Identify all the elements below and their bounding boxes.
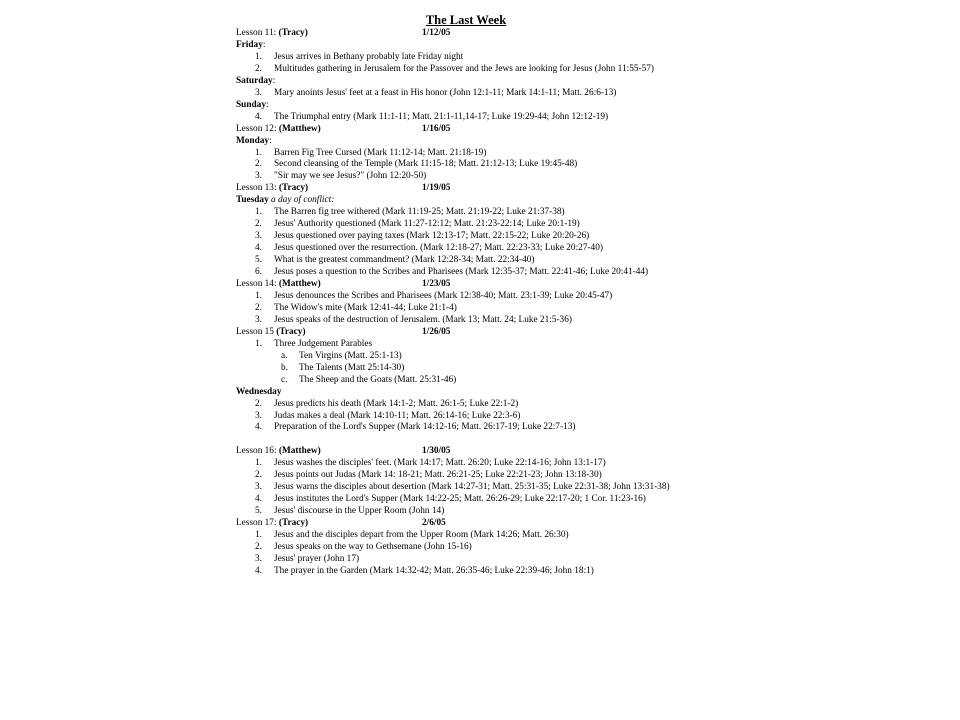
blank-line <box>236 434 696 446</box>
list-text: Jesus' Authority questioned (Mark 11:27-12:12; Matt. 21:23-22:14; Luke 20:1-19) <box>274 219 580 230</box>
list-number: 2. <box>255 63 262 74</box>
list-item <box>236 494 696 506</box>
day-colon: : <box>265 99 269 110</box>
day-heading <box>236 195 696 207</box>
list-number: 4. <box>255 565 262 576</box>
list-number: 1. <box>255 147 262 158</box>
lesson-teacher: (Tracy) <box>276 326 306 337</box>
lesson-header <box>236 183 696 195</box>
list-text: Barren Fig Tree Cursed (Mark 11:12-14; Matt. 21:18-19) <box>274 147 487 158</box>
lesson-date: 1/23/05 <box>422 279 451 290</box>
list-number: 3. <box>255 87 262 98</box>
list-text: Jesus washes the disciples' feet. (Mark 14:17; Matt. 26:20; Luke 22:14-16; John 13:1-17) <box>274 458 606 469</box>
day-label: Tuesday <box>236 195 269 206</box>
list-item <box>236 64 696 76</box>
list-text: Jesus' prayer (John 17) <box>274 553 360 564</box>
list-item <box>236 171 696 183</box>
lesson-teacher: (Tracy) <box>278 518 309 529</box>
lesson-label: Lesson 13: <box>236 183 277 194</box>
day-heading <box>236 100 696 112</box>
list-number: 2. <box>255 159 262 170</box>
lesson-label: Lesson 16: <box>236 446 277 457</box>
list-text: Jesus questioned over paying taxes (Mark 12:13-17; Matt. 22:15-22; Luke 20:20-26) <box>274 231 590 242</box>
list-number: 4. <box>255 494 262 505</box>
list-text: "Sir may we see Jesus?" (John 12:20-50) <box>274 171 427 182</box>
list-text: The Sheep and the Goats (Matt. 25:31-46) <box>299 374 457 385</box>
list-number: 1. <box>255 207 262 218</box>
list-item <box>236 566 696 578</box>
lesson-header <box>236 518 696 530</box>
lesson-header <box>236 327 696 339</box>
lesson-label: Lesson 15 <box>236 326 274 337</box>
lesson-date: 1/16/05 <box>422 123 451 134</box>
list-text: The Talents (Matt 25:14-30) <box>299 362 405 373</box>
lesson-date: 1/26/05 <box>422 326 451 337</box>
list-text: Ten Virgins (Matt. 25:1-13) <box>299 350 402 361</box>
day-label: Sunday <box>236 99 266 110</box>
list-item <box>236 303 696 315</box>
list-item <box>236 52 696 64</box>
list-item <box>236 339 696 351</box>
list-text: Jesus speaks of the destruction of Jerusalem. (Mark 13; Matt. 24; Luke 21:5-36) <box>274 314 572 325</box>
list-item <box>236 542 696 554</box>
day-label: Wednesday <box>236 386 282 397</box>
day-heading <box>236 76 696 88</box>
list-item <box>236 148 696 160</box>
list-text: Jesus' discourse in the Upper Room (John 14) <box>274 506 445 517</box>
day-label: Saturday <box>236 75 273 86</box>
list-text: Preparation of the Lord's Supper (Mark 14:12-16; Matt. 26:17-19; Luke 22:7-13) <box>274 422 576 433</box>
list-text: Jesus predicts his death (Mark 14:1-2; Matt. 26:1-5; Luke 22:1-2) <box>274 398 519 409</box>
document-page <box>236 13 696 578</box>
lesson-teacher: (Matthew) <box>278 123 321 134</box>
list-item <box>236 458 696 470</box>
lesson-teacher: (Tracy) <box>278 183 309 194</box>
list-item <box>236 231 696 243</box>
list-number: c. <box>281 374 288 385</box>
lesson-header <box>236 279 696 291</box>
sub-list-item <box>236 375 696 387</box>
lesson-label: Lesson 11: <box>236 28 277 38</box>
list-number: 4. <box>255 422 262 433</box>
list-number: 3. <box>255 231 262 242</box>
list-number: 2. <box>255 219 262 230</box>
list-number: 1. <box>255 338 262 349</box>
list-text: The Barren fig tree withered (Mark 11:19-25; Matt. 21:19-22; Luke 21:37-38) <box>274 207 565 218</box>
list-item <box>236 219 696 231</box>
list-number: 4. <box>255 243 262 254</box>
list-text: Jesus arrives in Bethany probably late Friday night <box>274 51 464 62</box>
list-item <box>236 267 696 279</box>
list-number: 1. <box>255 290 262 301</box>
list-item <box>236 399 696 411</box>
list-item <box>236 315 696 327</box>
list-item <box>236 411 696 423</box>
list-text: Jesus poses a question to the Scribes and Pharisees (Mark 12:35-37; Matt. 22:41-46; Luke 20:41-44) <box>274 267 649 278</box>
list-item <box>236 554 696 566</box>
lesson-outline <box>236 28 696 578</box>
list-number: 5. <box>255 255 262 266</box>
list-text: Jesus warns the disciples about desertion (Mark 14:27-31; Matt. 25:31-35; Luke 22:31-38; John 13:31-38) <box>274 482 670 493</box>
list-number: 2. <box>255 470 262 481</box>
list-number: 2. <box>255 398 262 409</box>
list-item <box>236 88 696 100</box>
day-colon: : <box>272 75 276 86</box>
lesson-date: 1/12/05 <box>422 28 451 38</box>
lesson-header <box>236 446 696 458</box>
list-text: Jesus questioned over the resurrection. (Mark 12:18-27; Matt. 22:23-33; Luke 20:27-40) <box>274 243 603 254</box>
lesson-date: 1/30/05 <box>422 446 451 457</box>
list-text: Mary anoints Jesus' feet at a feast in His honor (John 12:1-11; Mark 14:1-11; Matt. 26:6-13) <box>274 87 617 98</box>
list-number: b. <box>281 362 288 373</box>
list-text: The prayer in the Garden (Mark 14:32-42; Matt. 26:35-46; Luke 22:39-46; John 18:1) <box>274 565 594 576</box>
list-text: Jesus and the disciples depart from the Upper Room (Mark 14:26; Matt. 26:30) <box>274 530 569 541</box>
list-item <box>236 506 696 518</box>
list-number: 3. <box>255 482 262 493</box>
list-text: Jesus speaks on the way to Gethsemane (John 15-16) <box>274 541 472 552</box>
sub-list-item <box>236 351 696 363</box>
day-label: Friday <box>236 39 263 50</box>
list-number: 6. <box>255 267 262 278</box>
list-item <box>236 207 696 219</box>
lesson-header <box>236 124 696 136</box>
lesson-header <box>236 28 696 40</box>
document-title: The Last Week <box>425 13 507 27</box>
lesson-teacher: (Matthew) <box>278 279 321 290</box>
list-number: 2. <box>255 302 262 313</box>
list-number: 3. <box>255 553 262 564</box>
list-number: a. <box>281 350 288 361</box>
list-item <box>236 159 696 171</box>
sub-list-item <box>236 363 696 375</box>
list-text: Jesus institutes the Lord's Supper (Mark 14:22-25; Matt. 26:26-29; Luke 22:17-20; 1 Cor. 11:23-16) <box>274 494 646 505</box>
day-heading <box>236 136 696 148</box>
list-text: Three Judgement Parables <box>274 338 373 349</box>
list-text: Judas makes a deal (Mark 14:10-11; Matt. 26:14-16; Luke 22:3-6) <box>274 410 521 421</box>
lesson-label: Lesson 17: <box>236 518 277 529</box>
list-number: 2. <box>255 541 262 552</box>
list-number: 3. <box>255 171 262 182</box>
list-number: 1. <box>255 51 262 62</box>
list-text: The Widow's mite (Mark 12:41-44; Luke 21:1-4) <box>274 302 457 313</box>
list-item <box>236 482 696 494</box>
day-subtitle: a day of conflict: <box>268 195 335 206</box>
list-number: 1. <box>255 458 262 469</box>
list-item <box>236 112 696 124</box>
list-text: Jesus denounces the Scribes and Pharisees (Mark 12:38-40; Matt. 23:1-39; Luke 20:45-47) <box>274 290 613 301</box>
day-heading <box>236 387 696 399</box>
day-colon: : <box>262 39 266 50</box>
lesson-teacher: (Matthew) <box>278 446 321 457</box>
day-heading <box>236 40 696 52</box>
day-colon: : <box>269 135 272 146</box>
list-item <box>236 243 696 255</box>
list-number: 5. <box>255 506 262 517</box>
list-number: 3. <box>255 314 262 325</box>
list-text: The Triumphal entry (Mark 11:1-11; Matt. 21:1-11,14-17; Luke 19:29-44; John 12:12-19) <box>274 111 609 122</box>
lesson-date: 1/19/05 <box>422 183 451 194</box>
list-item <box>236 255 696 267</box>
list-text: Second cleansing of the Temple (Mark 11:15-18; Matt. 21:12-13; Luke 19:45-48) <box>274 159 578 170</box>
list-item <box>236 530 696 542</box>
list-item <box>236 422 696 434</box>
list-number: 3. <box>255 410 262 421</box>
lesson-date: 2/6/05 <box>422 518 446 529</box>
list-text: What is the greatest commandment? (Mark 12:28-34; Matt. 22:34-40) <box>274 255 535 266</box>
lesson-label: Lesson 12: <box>236 123 277 134</box>
list-number: 4. <box>255 111 262 122</box>
day-label: Monday <box>236 135 270 146</box>
lesson-teacher: (Tracy) <box>278 28 308 38</box>
list-item <box>236 291 696 303</box>
list-text: Jesus points out Judas (Mark 14: 18-21; Matt. 26:21-25; Luke 22:21-23; John 13:18-30) <box>274 470 602 481</box>
list-item <box>236 470 696 482</box>
lesson-label: Lesson 14: <box>236 279 277 290</box>
list-number: 1. <box>255 530 262 541</box>
list-text: Multitudes gathering in Jerusalem for the Passover and the Jews are looking for Jesus (John 11:55-57) <box>274 63 654 74</box>
